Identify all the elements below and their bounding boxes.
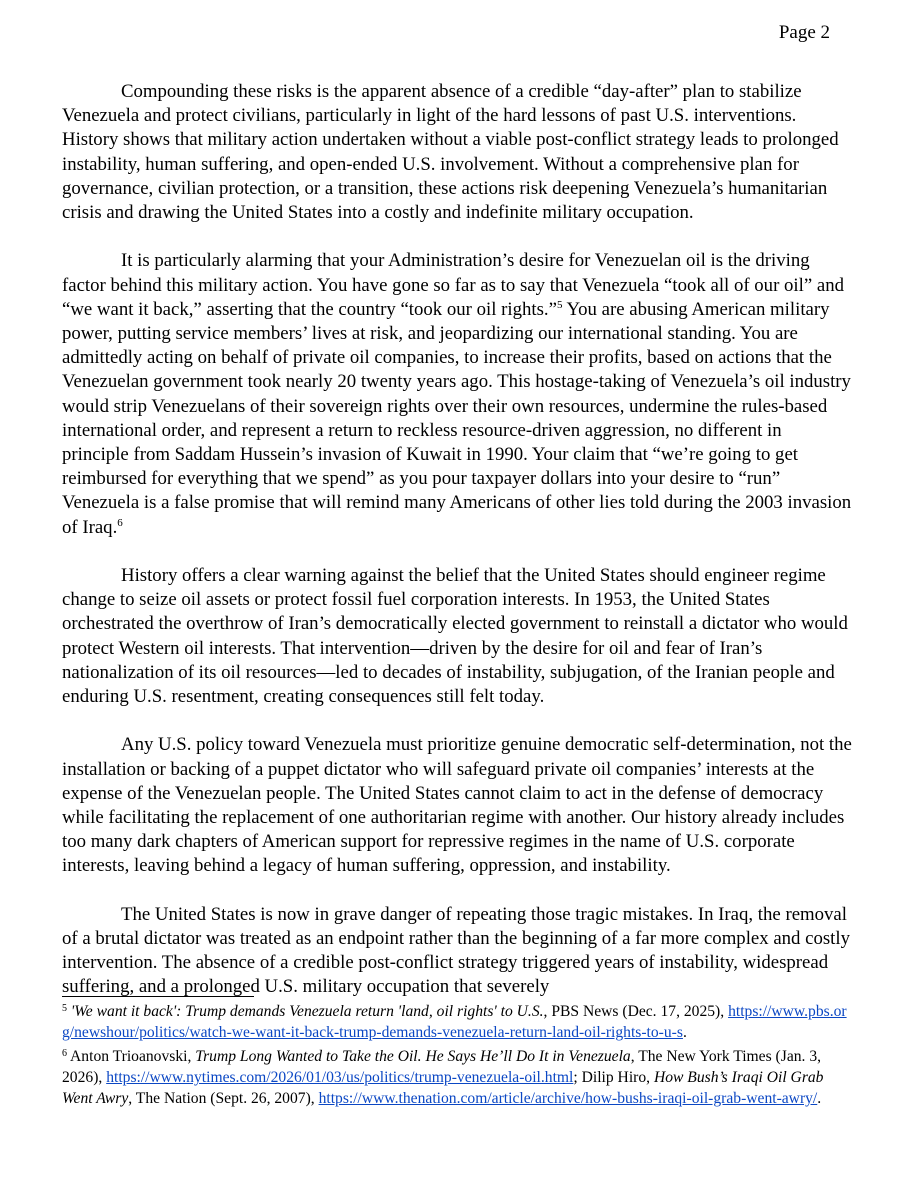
paragraph-text: The United States is now in grave danger of repeating those tragic mistakes. In Iraq, the removal of a brutal dictator was treated as an endpoint rather than the beginning of a far more complex and costly intervention. The absence of a credible post-conflict strategy triggered years of instability, widespread suffering, and a prolonged U.S. military occupation that severely (62, 903, 851, 998)
footnote-6 (62, 1047, 850, 1109)
paragraph-text: You are abusing American military power, putting service members’ lives at risk, and jeopardizing our international standing. You are admittedly acting on behalf of private oil companies, to increase their profits, based on actions that the Venezuelan government took nearly 20 twenty years ago. This hostage-taking of Venezuela’s oil industry would strip Venezuelans of their sovereign rights over their own resources, undermine the rules-based international order, and represent a return to reckless resource-driven aggression, no different in principle from Saddam Hussein’s invasion of Kuwait in 1990. Your claim that “we’re going to get reimbursed for everything that we spend” as you pour taxpayer dollars into your desire to “run” Venezuela is a false promise that will remind many Americans of other lies told during the 2003 invasion of Iraq. (62, 298, 852, 538)
footnote-link[interactable]: https://www.nytimes.com/2026/01/03/us/politics/trump-venezuela-oil.html (106, 1069, 574, 1087)
letter-body (62, 80, 852, 1024)
footnote-ref-6[interactable]: 6 (117, 516, 123, 529)
paragraph-day-after-plan (62, 80, 852, 225)
footnote-source: , The New York Times (Jan. 3, 2026), (62, 1048, 822, 1087)
footnote-divider (62, 996, 254, 997)
footnote-end: . (817, 1089, 822, 1107)
paragraph-text: It is particularly alarming that your Administration’s desire for Venezuelan oil is the driving factor behind this military action. You have gone so far as to say that Venezuela “took all of our oil” and “we want it back,” asserting that the country “took our oil rights.” (62, 250, 844, 320)
footnote-5 (62, 1002, 850, 1043)
footnote-title: Trump Long Wanted to Take the Oil. He Says He’ll Do It in Venezuela (195, 1048, 631, 1066)
paragraph-self-determination (62, 733, 852, 878)
footnote-ref-5[interactable]: 5 (556, 298, 563, 311)
footnote-link[interactable]: https://www.thenation.com/article/archive/how-bushs-iraqi-oil-grab-went-awry/ (318, 1089, 818, 1107)
paragraph-text: Compounding these risks is the apparent absence of a credible “day-after” plan to stabilize Venezuela and protect civilians, particularly in light of the hard lessons of past U.S. interventions. History shows that military action undertaken without a viable post-conflict strategy leads to prolonged instability, human suffering, and open-ended U.S. involvement. Without a comprehensive plan for governance, civilian protection, or a transition, these actions risk deepening Venezuela’s humanitarian crisis and drawing the United States into a costly and indefinite military occupation. (62, 81, 839, 224)
paragraph-oil-motive (62, 249, 852, 539)
footnote-title: 'We want it back': Trump demands Venezuela return 'land, oil rights' to U.S. (70, 1003, 544, 1020)
footnote-link[interactable]: https://www.pbs.org/newshour/politics/watch-we-want-it-back-trump-demands-venezuela-return-land-oil-rights-to-u-s (62, 1003, 847, 1041)
paragraph-text: Any U.S. policy toward Venezuela must prioritize genuine democratic self-determination, not the installation or backing of a puppet dictator who will safeguard private oil companies’ interests at the expense of the Venezuelan people. The United States cannot claim to act in the defense of democracy while facilitating the replacement of one authoritarian regime with another. Our history already includes too many dark chapters of American support for repressive regimes in the name of U.S. corporate interests, leaving behind a legacy of human suffering, oppression, and instability. (62, 734, 852, 877)
footnote-end: . (682, 1023, 687, 1041)
footnote-number: 5 (62, 1003, 67, 1014)
footnote-title: How Bush’s Iraqi Oil Grab Went Awry (62, 1069, 824, 1107)
paragraph-iraq-mistakes (62, 903, 852, 1000)
paragraph-iran-1953 (62, 564, 852, 709)
footnotes (62, 1002, 850, 1114)
page-number: Page 2 (778, 22, 830, 43)
footnote-author: Anton Trioanovski, (70, 1048, 196, 1066)
footnote-source: , PBS News (Dec. 17, 2025), (543, 1003, 725, 1020)
footnote-number: 6 (62, 1048, 67, 1060)
paragraph-text: History offers a clear warning against the belief that the United States should engineer regime change to seize oil assets or protect fossil fuel corporation interests. In 1953, the United States orchestrated the overthrow of Iran’s democratically elected government to reinstall a dictator who would protect Western oil interests. That intervention—driven by the desire for oil and fear of Iran’s nationalization of its oil resources—led to decades of instability, subjugation, of the Iranian people and enduring U.S. resentment, creating consequences still felt today. (62, 565, 848, 708)
footnote-source: , The Nation (Sept. 26, 2007), (128, 1089, 319, 1107)
footnote-separator: ; Dilip Hiro, (573, 1069, 654, 1087)
